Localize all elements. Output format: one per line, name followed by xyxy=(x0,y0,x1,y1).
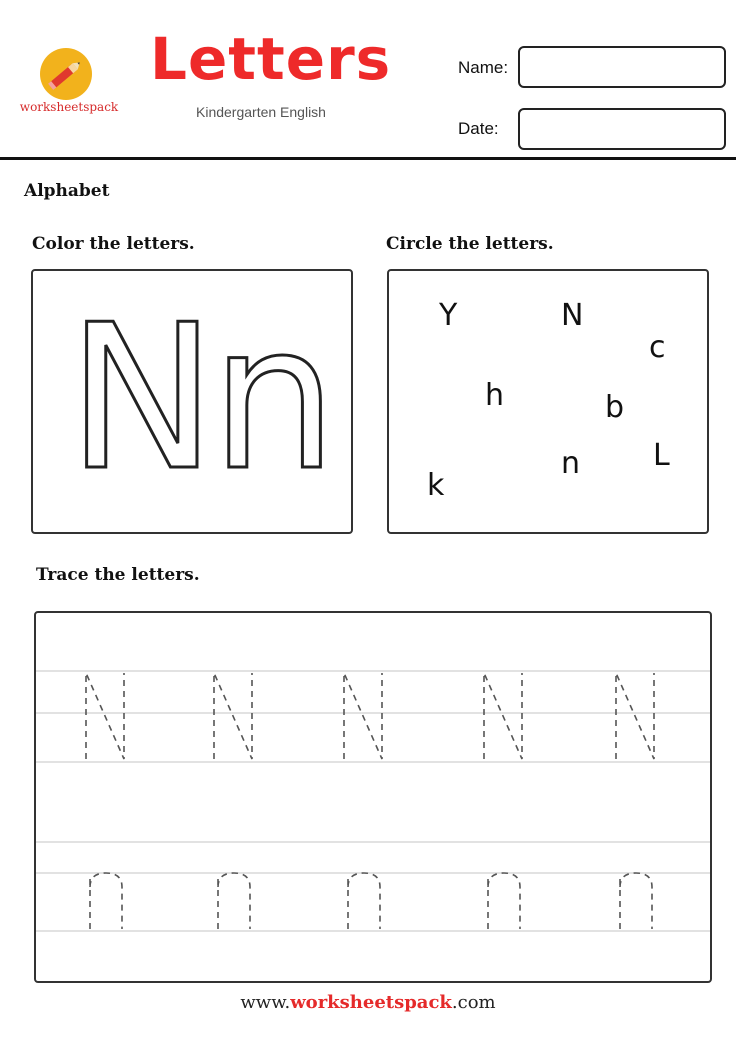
footer-prefix: www. xyxy=(240,992,291,1013)
trace-panel[interactable] xyxy=(34,611,712,983)
trace-letter-upper xyxy=(214,673,252,759)
outline-letters: Nn xyxy=(67,282,332,515)
section-label: Alphabet xyxy=(24,181,110,201)
trace-letter-upper xyxy=(616,673,654,759)
trace-letter-lower xyxy=(620,873,652,929)
header-divider xyxy=(0,157,736,160)
footer-domain: worksheetspack xyxy=(290,992,452,1013)
trace-letter-lower xyxy=(218,873,250,929)
logo-pencil-icon xyxy=(40,48,92,100)
circle-letter[interactable]: Y xyxy=(439,298,458,333)
name-label: Name: xyxy=(458,58,509,77)
trace-letter-lower xyxy=(488,873,520,929)
circle-letter[interactable]: k xyxy=(427,468,445,503)
trace-instruction: Trace the letters. xyxy=(36,565,200,585)
circle-letter[interactable]: h xyxy=(485,378,505,413)
brand-name: worksheetspack xyxy=(19,100,119,114)
trace-letter-lower xyxy=(90,873,122,929)
footer-url[interactable] xyxy=(0,992,736,1013)
circle-letter[interactable]: b xyxy=(605,390,625,425)
circle-letter[interactable]: c xyxy=(649,330,666,365)
circle-letter[interactable]: n xyxy=(561,446,581,481)
circle-letter[interactable]: N xyxy=(561,298,584,333)
color-instruction: Color the letters. xyxy=(32,234,195,254)
footer-suffix: .com xyxy=(451,992,496,1013)
trace-letter-upper xyxy=(484,673,522,759)
name-field[interactable] xyxy=(518,46,726,88)
trace-letter-lower xyxy=(348,873,380,929)
date-field[interactable] xyxy=(518,108,726,150)
circle-letter[interactable]: L xyxy=(653,438,670,473)
trace-letter-upper xyxy=(86,673,124,759)
tracing-lines xyxy=(36,613,710,981)
circle-instruction: Circle the letters. xyxy=(386,234,554,254)
circle-panel[interactable] xyxy=(387,269,709,534)
color-panel[interactable] xyxy=(31,269,353,534)
date-label: Date: xyxy=(458,119,499,138)
page-subtitle: Kindergarten English xyxy=(196,104,326,120)
trace-letter-upper xyxy=(344,673,382,759)
page-title: Letters xyxy=(150,25,392,93)
